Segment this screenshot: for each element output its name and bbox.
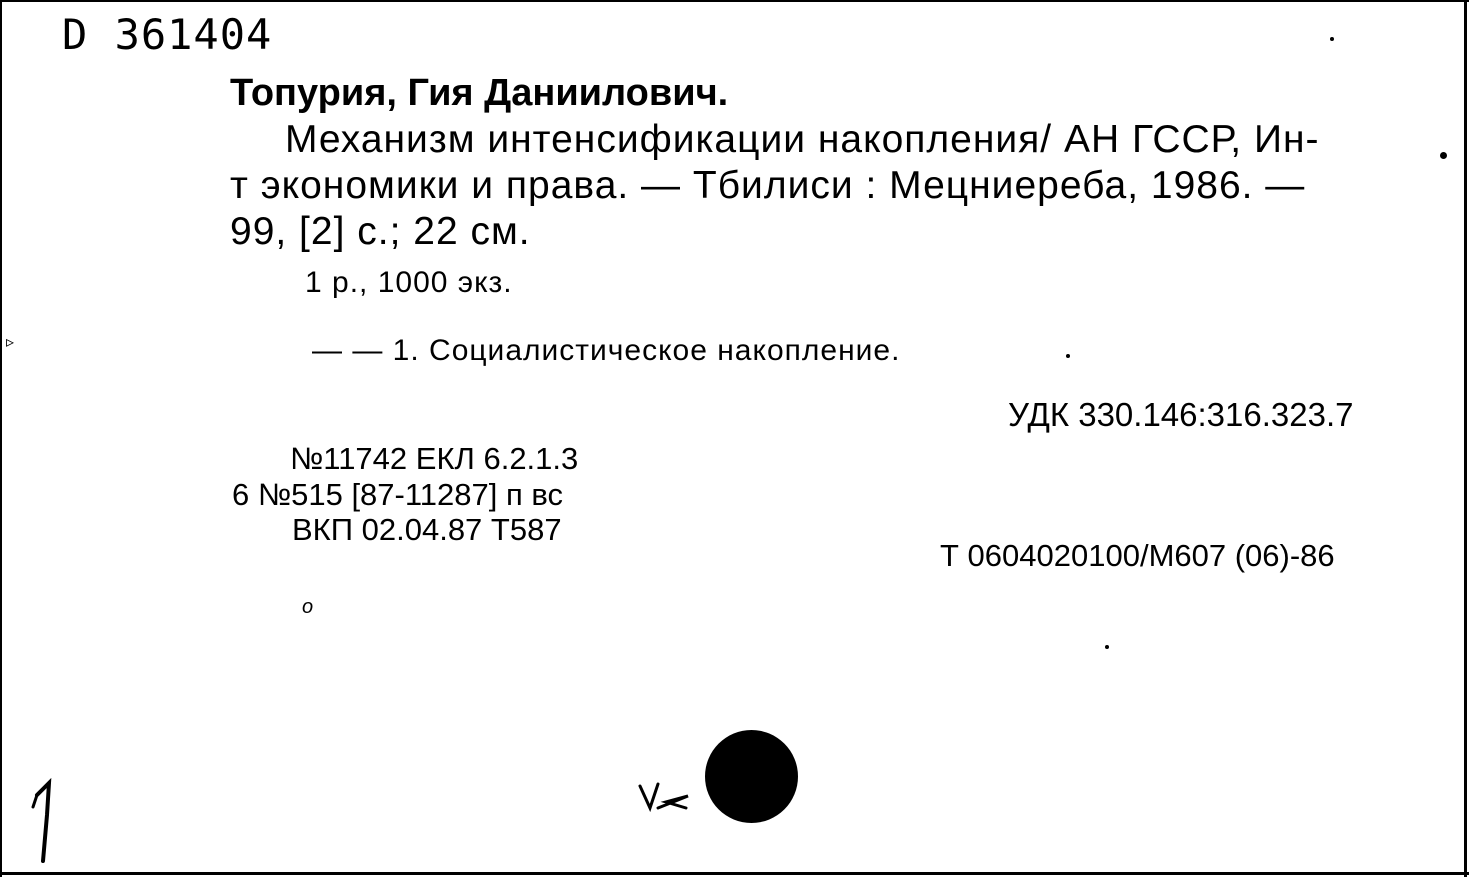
handwritten-mark-icon (25, 775, 65, 865)
subject-heading: — — 1. Социалистическое накопление. (312, 334, 901, 367)
card-border-right (1464, 0, 1467, 877)
code-line-2: 6 №515 [87-11287] п вс (232, 477, 564, 512)
small-o-mark: о (302, 596, 315, 618)
speck-dot (1105, 645, 1109, 649)
speck-dot (1440, 152, 1447, 159)
title-line-1: Механизм интенсификации накопления/ АН ГССР, Ин- (285, 118, 1320, 161)
author-heading: Топурия, Гия Даниилович. (230, 72, 729, 114)
code-line-1: №11742 ЕКЛ 6.2.1.3 (290, 441, 579, 476)
title-line-3: 99, [2] с.; 22 см. (230, 210, 531, 253)
side-arrow-mark: ▹ (6, 334, 16, 351)
speck-dot (1066, 354, 1070, 358)
speck-dot (1330, 37, 1334, 41)
price-run: 1 р., 1000 экз. (305, 266, 513, 299)
punched-hole-dot (705, 730, 798, 823)
handwritten-initials-icon (636, 778, 696, 818)
udk-code: УДК 330.146:316.323.7 (1008, 396, 1354, 433)
card-border-left (0, 0, 2, 877)
code-line-3: ВКП 02.04.87 Т587 (292, 512, 562, 547)
t-code: Т 0604020100/М607 (06)-86 (940, 538, 1335, 573)
title-line-2: т экономики и права. — Тбилиси : Мецниереба, 1986. — (230, 164, 1306, 207)
card-border-bottom (0, 872, 1469, 875)
card-border-top (0, 0, 1469, 2)
call-number-stamp: D 361404 (62, 10, 273, 59)
